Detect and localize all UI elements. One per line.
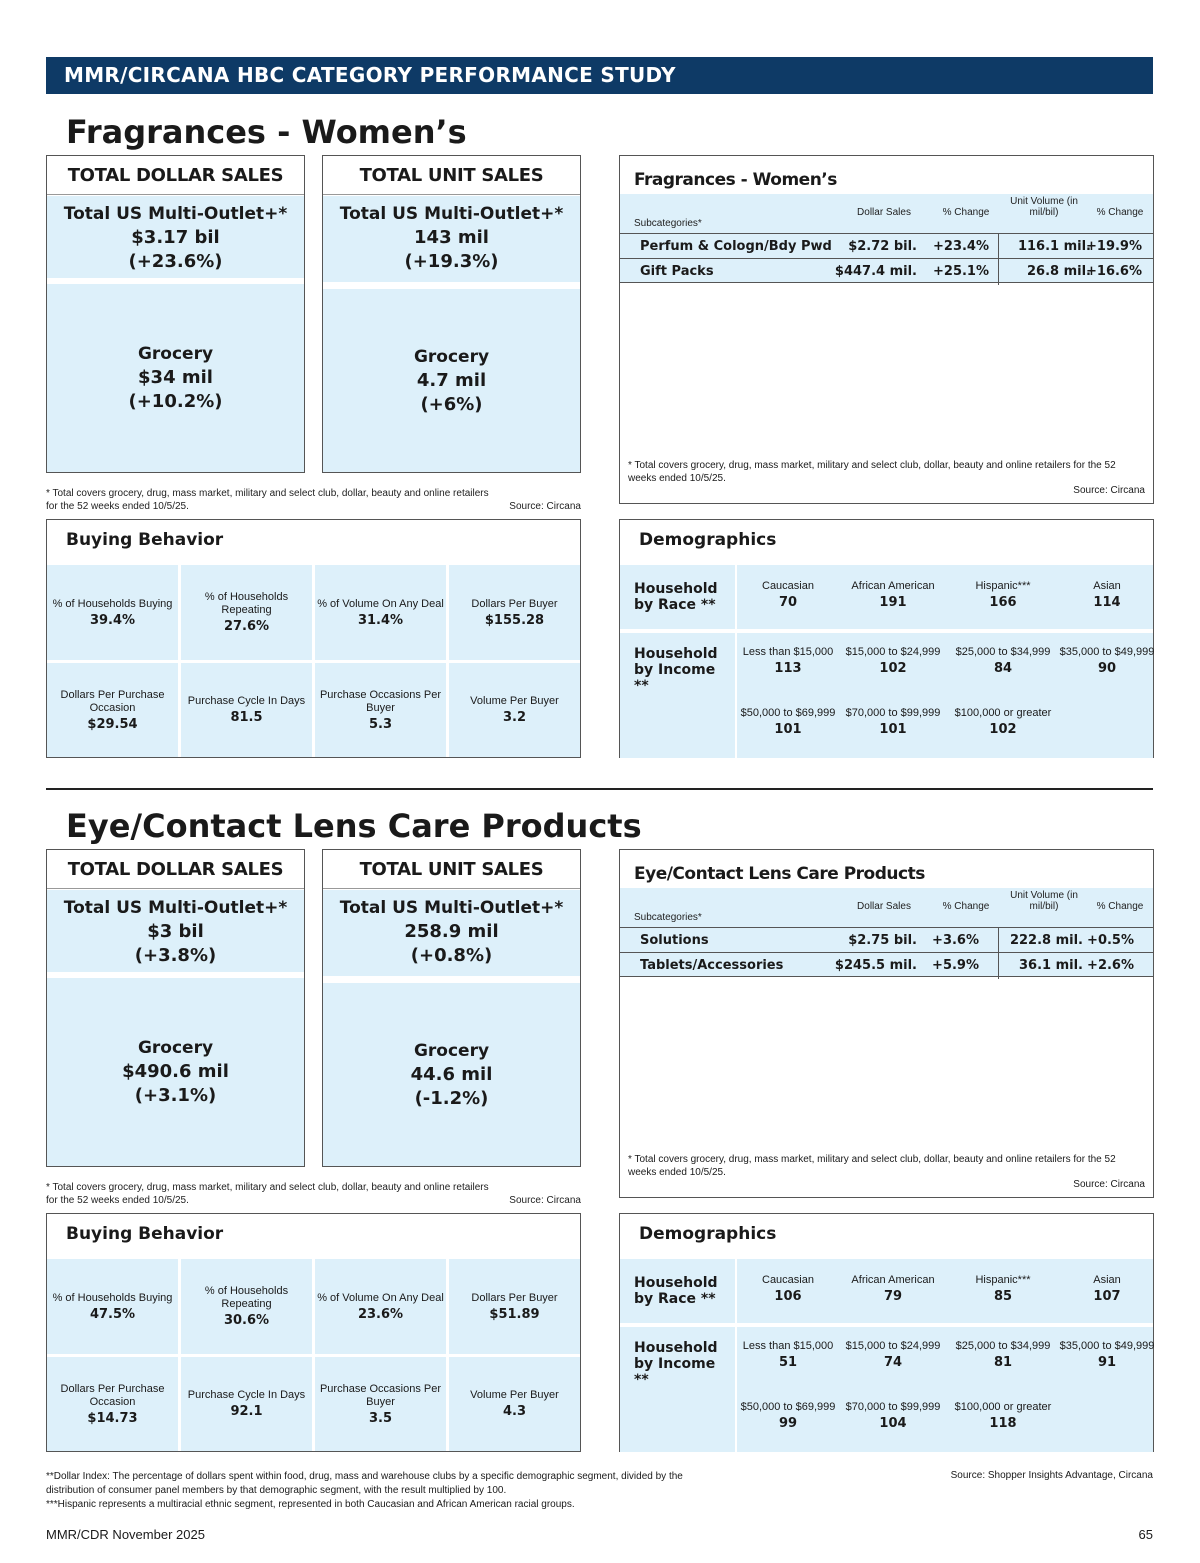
section-divider (46, 788, 1153, 790)
sales-source: Source: Circana (509, 501, 581, 512)
demo-cell (733, 707, 843, 736)
subcategory-source: Source: Circana (1073, 1179, 1145, 1190)
subcategory-unit-change: +2.6% (1087, 958, 1134, 973)
subcategory-table (619, 849, 1154, 1198)
grocery-label: Grocery (413, 1040, 490, 1061)
subcategory-title: Eye/Contact Lens Care Products (634, 864, 925, 884)
metric-cell (315, 663, 446, 758)
unit-change-header: % Change (1096, 901, 1144, 912)
category-section (0, 807, 1200, 1467)
metric-label: Purchase Cycle In Days (187, 695, 306, 708)
demo-value: 102 (879, 661, 907, 676)
demo-value: 102 (989, 722, 1017, 737)
demo-cell (838, 580, 948, 609)
metric-label: % of Volume On Any Deal (317, 1291, 444, 1304)
metric-value: 81.5 (230, 710, 263, 726)
metric-value: $51.89 (489, 1306, 540, 1322)
metric-cell (449, 663, 580, 758)
dollar-change-header: % Change (942, 207, 990, 218)
grocery-change: (-1.2%) (414, 1087, 489, 1109)
multi-outlet-value: 143 mil (414, 227, 489, 248)
demo-cell (733, 1274, 843, 1303)
subcategory-name: Gift Packs (640, 264, 714, 279)
metric-value: 47.5% (89, 1306, 136, 1322)
demo-cell (838, 1401, 948, 1430)
metric-label: Dollars Per Purchase Occasion (60, 1382, 165, 1408)
dollar-sales-header: Dollar Sales (857, 901, 911, 912)
multi-outlet-panel (47, 196, 304, 278)
metric-cell (47, 663, 178, 758)
metric-cell (181, 1357, 312, 1452)
sales-footnote (46, 487, 581, 513)
race-label: Household by Race ** (634, 581, 718, 613)
demographics-title: Demographics (639, 530, 777, 550)
grocery-change: (+10.2%) (128, 391, 223, 412)
methodology-notes (46, 1470, 706, 1512)
demo-cell (948, 646, 1058, 675)
demo-value: 118 (989, 1416, 1017, 1431)
subcategory-footnote: * Total covers grocery, drug, mass market, military and select club, dollar, beauty and online retailers for the 52 weeks ended 10/5/25. (628, 460, 1116, 484)
demo-value: 51 (778, 1355, 798, 1370)
metric-label: Volume Per Buyer (470, 1389, 559, 1402)
grocery-label: Grocery (137, 1038, 214, 1058)
multi-outlet-change: (+3.8%) (134, 945, 217, 966)
subcategory-unit: 222.8 mil. (1009, 933, 1083, 948)
subcategory-name: Tablets/Accessories (640, 958, 784, 973)
subcategory-name: Perfum & Cologn/Bdy Pwd (640, 239, 832, 254)
metric-value: 4.3 (502, 1404, 527, 1420)
metric-value: 5.3 (368, 716, 393, 732)
subcategory-row (620, 233, 1153, 258)
demo-cell (838, 1340, 948, 1369)
subcategory-dollar: $2.75 bil. (848, 933, 917, 948)
demo-label: $15,000 to $24,999 (845, 646, 941, 658)
buying-behavior-grid (47, 565, 580, 757)
page-number: 65 (1138, 1527, 1153, 1542)
metric-label: % of Households Buying (52, 597, 173, 610)
subcategory-dollar: $2.72 bil. (848, 239, 917, 254)
metric-value: 31.4% (357, 612, 404, 628)
demo-label: $50,000 to $69,999 (740, 1401, 836, 1413)
demo-cell (948, 1340, 1058, 1369)
metric-value: 27.6% (223, 619, 270, 635)
subcategory-dollar-change: +5.9% (932, 958, 979, 973)
grocery-label: Grocery (137, 344, 214, 364)
demo-cell (948, 580, 1058, 609)
subcategory-header (620, 194, 1153, 233)
income-label: Household by Income ** (634, 1340, 718, 1388)
multi-outlet-panel (323, 890, 580, 976)
metric-cell (181, 1259, 312, 1354)
multi-outlet-change: (+19.3%) (404, 251, 499, 272)
multi-outlet-label: Total US Multi-Outlet+* (63, 898, 288, 918)
multi-outlet-panel (323, 196, 580, 282)
demographics-source: Source: Shopper Insights Advantage, Circana (950, 1470, 1153, 1481)
subcategory-dollar-change: +3.6% (932, 933, 979, 948)
income-label: Household by Income ** (634, 646, 718, 694)
grocery-value: 4.7 mil (416, 369, 487, 391)
demo-label: $35,000 to $49,999 (1059, 1340, 1155, 1352)
demo-cell (733, 646, 843, 675)
demo-cell (838, 1274, 948, 1303)
multi-outlet-label: Total US Multi-Outlet+* (339, 204, 564, 224)
grocery-panel (323, 289, 580, 472)
metric-label: Purchase Occasions Per Buyer (319, 688, 442, 714)
metric-value: $14.73 (87, 1410, 138, 1426)
subcategory-source: Source: Circana (1073, 485, 1145, 496)
demo-cell (1052, 580, 1162, 609)
metric-cell (181, 663, 312, 758)
grocery-label: Grocery (413, 346, 490, 367)
metric-value: 30.6% (223, 1313, 270, 1329)
unit-sales-box (322, 155, 581, 473)
unit-volume-header: Unit Volume (in mil/bil) (1010, 196, 1078, 218)
buying-behavior-title: Buying Behavior (66, 530, 224, 550)
demo-cell (1052, 1274, 1162, 1303)
buying-behavior-grid (47, 1259, 580, 1451)
demo-value: 81 (993, 1355, 1013, 1370)
demo-value: 85 (993, 1289, 1013, 1304)
demo-value: 101 (879, 722, 907, 737)
subcategory-title: Fragrances - Women’s (634, 170, 837, 190)
demo-label: Asian (1093, 1274, 1121, 1286)
demo-value: 74 (883, 1355, 903, 1370)
subcategory-unit: 26.8 mil. (1027, 264, 1091, 279)
grocery-value: 44.6 mil (410, 1063, 493, 1085)
demo-cell (1052, 646, 1162, 675)
demo-label: $100,000 or greater (954, 707, 1052, 719)
metric-label: Dollars Per Buyer (471, 597, 558, 610)
grocery-change: (+3.1%) (134, 1085, 217, 1106)
metric-label: Purchase Cycle In Days (187, 1389, 306, 1402)
demo-label: Hispanic*** (975, 580, 1031, 592)
demographics-box (619, 1213, 1154, 1452)
metric-cell (449, 565, 580, 660)
multi-outlet-change: (+23.6%) (128, 251, 223, 272)
multi-outlet-value: $3 bil (147, 921, 204, 942)
grocery-panel (323, 983, 580, 1166)
grocery-value: $490.6 mil (122, 1061, 229, 1082)
subcategory-footnote: * Total covers grocery, drug, mass market, military and select club, dollar, beauty and online retailers for the 52 weeks ended 10/5/25. (628, 1154, 1116, 1178)
section-title: Fragrances - Women’s (66, 113, 467, 151)
dollar-sales-header: Dollar Sales (857, 207, 911, 218)
sales-footnote-text: * Total covers grocery, drug, mass market, military and select club, dollar, beauty and online retailers for the 52 weeks ended 10/5/25. (46, 488, 489, 512)
multi-outlet-label: Total US Multi-Outlet+* (63, 204, 288, 224)
demo-label: $70,000 to $99,999 (845, 1401, 941, 1413)
sales-source: Source: Circana (509, 1195, 581, 1206)
dollar-change-header: % Change (942, 901, 990, 912)
demo-value: 104 (879, 1416, 907, 1431)
subcategory-unit-change: +0.5% (1087, 933, 1134, 948)
race-block (620, 1259, 1153, 1323)
income-block (620, 633, 1153, 758)
multi-outlet-label: Total US Multi-Outlet+* (339, 898, 564, 918)
demo-label: $25,000 to $34,999 (955, 1340, 1051, 1352)
multi-outlet-change: (+0.8%) (410, 945, 493, 966)
grocery-panel (47, 284, 304, 472)
metric-cell (47, 1357, 178, 1452)
metric-value: 3.5 (368, 1410, 393, 1426)
demo-label: Asian (1093, 580, 1121, 592)
demo-label: Hispanic*** (975, 1274, 1031, 1286)
demo-cell (838, 707, 948, 736)
multi-outlet-panel (47, 890, 304, 972)
race-block (620, 565, 1153, 629)
demo-cell (733, 1340, 843, 1369)
demo-label: Less than $15,000 (742, 1340, 834, 1352)
demo-label: $50,000 to $69,999 (740, 707, 836, 719)
metric-cell (449, 1357, 580, 1452)
subcategory-row (620, 258, 1153, 283)
column-divider (998, 233, 999, 285)
demo-label: $15,000 to $24,999 (845, 1340, 941, 1352)
subcategory-unit: 116.1 mil. (1017, 239, 1091, 254)
unit-sales-heading: TOTAL UNIT SALES (323, 850, 580, 889)
subcategory-row (620, 927, 1153, 952)
unit-change-header: % Change (1096, 207, 1144, 218)
metric-cell (315, 1259, 446, 1354)
category-section (0, 113, 1200, 773)
dollar-sales-heading: TOTAL DOLLAR SALES (47, 156, 304, 195)
demographics-title: Demographics (639, 1224, 777, 1244)
buying-behavior-box (46, 519, 581, 758)
demo-label: African American (851, 1274, 935, 1286)
demo-value: 79 (883, 1289, 903, 1304)
metric-label: % of Households Repeating (204, 591, 289, 617)
demo-value: 114 (1093, 595, 1121, 610)
demo-cell (948, 707, 1058, 736)
grocery-value: $34 mil (138, 367, 213, 388)
publication-folio: MMR/CDR November 2025 (46, 1527, 205, 1542)
demo-label: $25,000 to $34,999 (955, 646, 1051, 658)
demo-value: 99 (778, 1416, 798, 1431)
metric-label: % of Households Buying (52, 1291, 173, 1304)
subcategory-unit: 36.1 mil. (1019, 958, 1083, 973)
demo-value: 106 (774, 1289, 802, 1304)
metric-value: 3.2 (502, 710, 527, 726)
subcategories-header: Subcategories* (634, 218, 702, 229)
metric-value: 39.4% (89, 612, 136, 628)
column-divider (998, 927, 999, 979)
buying-behavior-box (46, 1213, 581, 1452)
demo-value: 70 (778, 595, 798, 610)
metric-cell (47, 1259, 178, 1354)
subcategory-unit-change: +19.9% (1086, 239, 1142, 254)
subcategory-dollar: $245.5 mil. (834, 958, 917, 973)
demo-cell (948, 1274, 1058, 1303)
metric-label: % of Households Repeating (204, 1285, 289, 1311)
hispanic-note: ***Hispanic represents a multiracial ethnic segment, represented in both Caucasian and African American racial groups. (46, 1499, 575, 1510)
buying-behavior-title: Buying Behavior (66, 1224, 224, 1244)
metric-cell (449, 1259, 580, 1354)
demo-value: 90 (1097, 661, 1117, 676)
multi-outlet-value: $3.17 bil (131, 227, 220, 248)
metric-cell (315, 1357, 446, 1452)
demo-cell (1052, 1340, 1162, 1369)
dollar-sales-box (46, 155, 305, 473)
demo-label: $35,000 to $49,999 (1059, 646, 1155, 658)
demo-value: 91 (1097, 1355, 1117, 1370)
grocery-panel (47, 978, 304, 1166)
demo-label: $100,000 or greater (954, 1401, 1052, 1413)
metric-cell (315, 565, 446, 660)
subcategory-dollar-change: +25.1% (933, 264, 989, 279)
metric-label: Dollars Per Purchase Occasion (60, 688, 165, 714)
dollar-index-note: **Dollar Index: The percentage of dollars spent within food, drug, mass and warehouse clubs by a specific demographic segment, divided by the distribution of consumer panel members by that demographic segment, with the result multiplied by 100. (46, 1471, 683, 1496)
section-title: Eye/Contact Lens Care Products (66, 807, 642, 845)
demo-cell (733, 1401, 843, 1430)
unit-volume-header: Unit Volume (in mil/bil) (1010, 890, 1078, 912)
metric-label: Dollars Per Buyer (471, 1291, 558, 1304)
demo-label: $70,000 to $99,999 (845, 707, 941, 719)
demo-label: Caucasian (762, 580, 814, 592)
sales-footnote (46, 1181, 581, 1207)
metric-value: $155.28 (484, 612, 545, 628)
subcategory-unit-change: +16.6% (1086, 264, 1142, 279)
demo-label: Caucasian (762, 1274, 814, 1286)
demo-value: 191 (879, 595, 907, 610)
report-banner: MMR/CIRCANA HBC CATEGORY PERFORMANCE STUDY (46, 57, 1153, 94)
subcategory-header (620, 888, 1153, 927)
metric-value: 92.1 (230, 1404, 263, 1420)
demo-label: African American (851, 580, 935, 592)
subcategories-header: Subcategories* (634, 912, 702, 923)
demo-value: 113 (774, 661, 802, 676)
metric-label: Purchase Occasions Per Buyer (319, 1382, 442, 1408)
metric-value: 23.6% (357, 1306, 404, 1322)
multi-outlet-value: 258.9 mil (404, 921, 499, 942)
race-label: Household by Race ** (634, 1275, 718, 1307)
unit-sales-box (322, 849, 581, 1167)
unit-sales-heading: TOTAL UNIT SALES (323, 156, 580, 195)
demo-cell (948, 1401, 1058, 1430)
metric-cell (47, 565, 178, 660)
demo-value: 84 (993, 661, 1013, 676)
demo-cell (838, 646, 948, 675)
sales-footnote-text: * Total covers grocery, drug, mass market, military and select club, dollar, beauty and online retailers for the 52 weeks ended 10/5/25. (46, 1182, 489, 1206)
metric-label: % of Volume On Any Deal (317, 597, 444, 610)
subcategory-dollar: $447.4 mil. (834, 264, 917, 279)
subcategory-dollar-change: +23.4% (933, 239, 989, 254)
demo-value: 166 (989, 595, 1017, 610)
demo-label: Less than $15,000 (742, 646, 834, 658)
demo-value: 107 (1093, 1289, 1121, 1304)
demo-value: 101 (774, 722, 802, 737)
demographics-box (619, 519, 1154, 758)
subcategory-row (620, 952, 1153, 977)
dollar-sales-box (46, 849, 305, 1167)
metric-label: Volume Per Buyer (470, 695, 559, 708)
metric-cell (181, 565, 312, 660)
subcategory-table (619, 155, 1154, 504)
demo-cell (733, 580, 843, 609)
subcategory-name: Solutions (640, 933, 709, 948)
metric-value: $29.54 (87, 716, 138, 732)
grocery-change: (+6%) (420, 393, 483, 415)
dollar-sales-heading: TOTAL DOLLAR SALES (47, 850, 304, 889)
income-block (620, 1327, 1153, 1452)
